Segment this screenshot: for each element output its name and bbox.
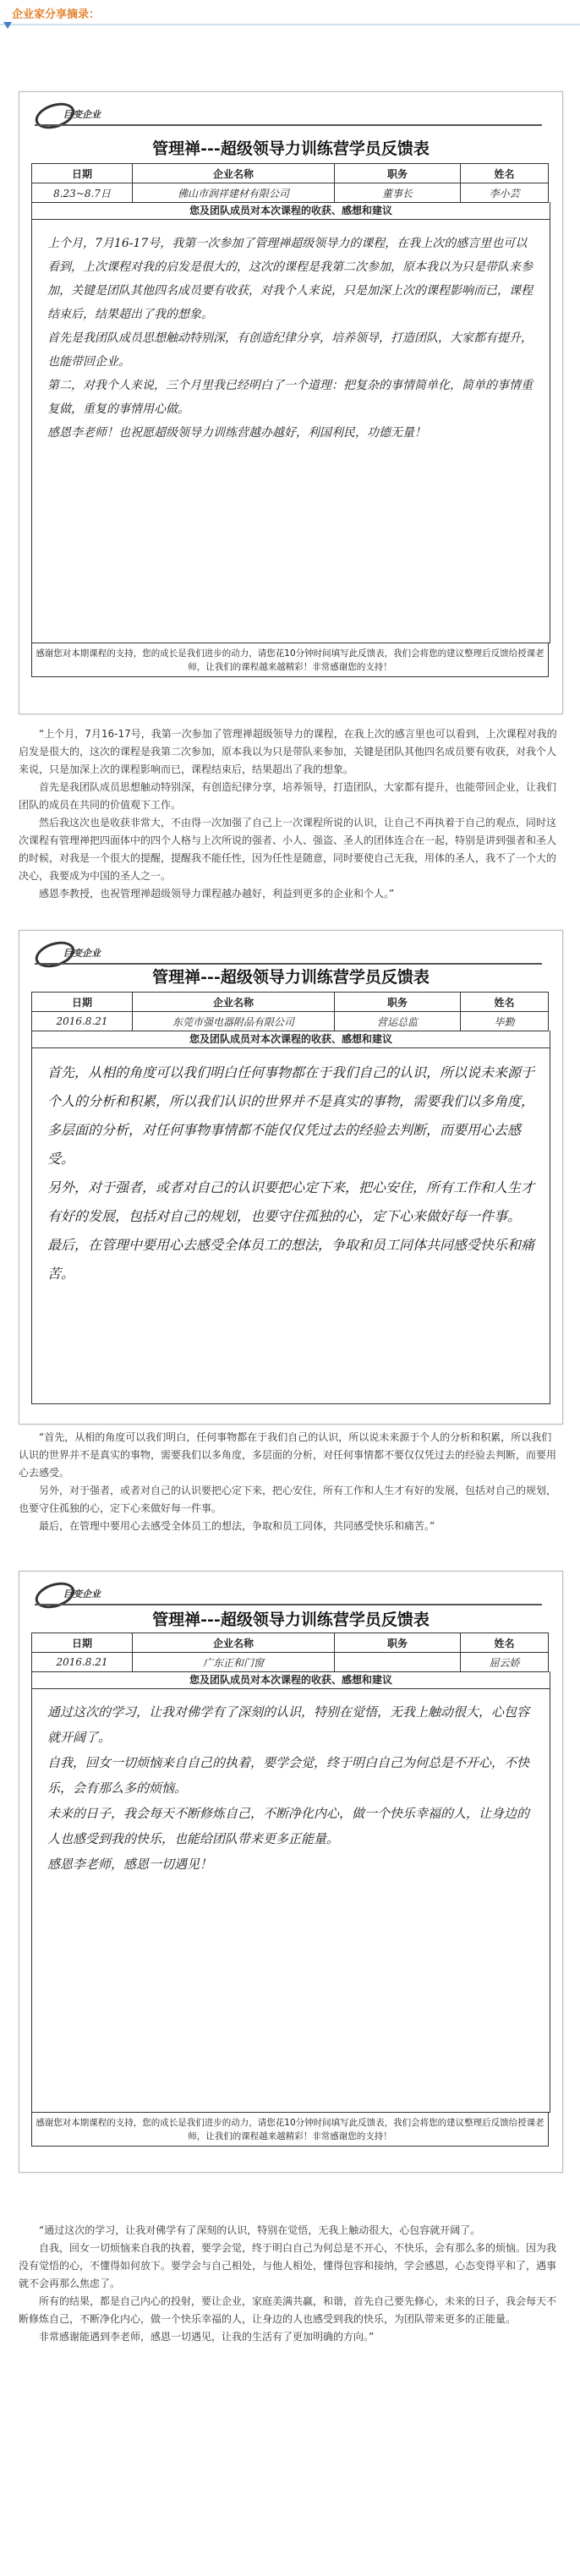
paragraph: 最后，在管理中要用心去感受全体员工的想法，争取和员工同体，共同感受快乐和痛苦。” [39, 1520, 435, 1532]
handwritten-text: 通过这次的学习，让我对佛学有了深刻的认识，特别在觉悟，无我上触动很大，心包容就开阔了。 自我，回女一切烦恼来自自己的执着，要学会觉，终于明白自己为何总是不开心，不快乐，会有那么多的烦恼。 未来的日子，我会每天不断修炼自己，不断净化内心，做一个快乐幸福的人，让身边的人也感受到我的快乐，也能给团队带来更多正能量。 感恩李老师，感恩一切遇见！ [47, 1704, 530, 1872]
paragraph: “上个月，7月16-17号，我第一次参加了管理禅超级领导力的课程，在我上次的感言里也可以看到，上次课程对我的启发是很大的，这次的课程是我第二次参加，原本我以为只是带队来参加，关键是团队其他四名成员要有收获，对我个人来说，只是加深上次的课程影响而已，课程结束后，结果超出了我的想象。 [19, 728, 557, 775]
feedback-form-1 [19, 91, 563, 714]
header-title: 企业家分享摘录： [12, 8, 101, 21]
testimonial-3 [19, 2222, 560, 2346]
col-company: 企业名称 [133, 1633, 335, 1653]
col-date: 日期 [32, 1633, 133, 1653]
name-value: 毕勤 [461, 1012, 549, 1031]
col-title: 职务 [335, 1633, 461, 1653]
testimonial-1 [19, 725, 560, 903]
handwritten-text: 首先，从相的角度可以我们明白任何事物都在于我们自己的认识，所以说未来源于个人的分析和积累，所以我们认识的世界并不是真实的事物，需要我们以多角度，多层面的分析，对任何事物事情都不能仅仅凭过去的经验去判断，而要用心去感受。 另外，对于强者，或者对自己的认识要把心定下来，把心安住，所有工作和人生才有好的发展，包括对自己的规划，也要守住孤独的心，定下心来做好每一件事。 最后，在管理中要用心去感受全体员工的想法，争取和员工同体共同感受快乐和痛苦。 [47, 1064, 535, 1282]
form-footnote: 感谢您对本期课程的支持，您的成长是我们进步的动力，请您花10分钟时间填写此反馈表，我们会将您的建议整理后反馈给授课老师，让我们的课程越来越精彩！非常感谢您的支持！ [31, 2113, 549, 2147]
col-date: 日期 [32, 164, 133, 183]
paragraph: 然后我这次也是收获非常大，不由得一次加强了自己上一次课程所说的认识，让自己不再执着于自己的观点，同时这次课程有管理禅把四面体中的四个人格与上次所说的强者、小人、强盗、圣人的团体连合在一起，特别是讲到强者和圣人的时候，对我是一个很大的提醒，提醒我不能任性，因为任性是随意，同时要使自己无我，用体的圣人，我不了一个大的决心，我要成为中国的圣人之一。 [19, 817, 557, 882]
col-title: 职务 [335, 993, 461, 1012]
feedback-form-2 [19, 930, 563, 1425]
paragraph: “通过这次的学习，让我对佛学有了深刻的认识，特别在觉悟，无我上触动很大，心包容就开阔了。 [39, 2224, 481, 2236]
handwriting-area [31, 220, 550, 643]
meta-table [31, 992, 549, 1031]
title-value [335, 1653, 461, 1672]
col-title: 职务 [335, 164, 461, 183]
company-value: 东莞市强电器附品有限公司 [133, 1012, 335, 1031]
header-divider [0, 24, 580, 25]
logo: 巨变企业 [35, 941, 119, 965]
title-value: 董事长 [335, 183, 461, 203]
date-value: 8.23~8.7日 [32, 183, 133, 203]
date-value: 2016.8.21 [32, 1653, 133, 1672]
date-value: 2016.8.21 [32, 1012, 133, 1031]
col-date: 日期 [32, 993, 133, 1012]
col-name: 姓名 [461, 164, 549, 183]
company-value: 佛山市润祥建材有限公司 [133, 183, 335, 203]
section-label: 您及团队成员对本次课程的收获、感想和建议 [31, 202, 550, 220]
col-name: 姓名 [461, 993, 549, 1012]
paragraph: 另外，对于强者，或者对自己的认识要把心定下来，把心安住，所有工作和人生才有好的发展，包括对自己的规划，也要守住孤独的心，定下心来做好每一件事。 [19, 1485, 557, 1514]
company-value: 广东正和门窗 [133, 1653, 335, 1672]
meta-table [31, 1633, 549, 1672]
handwriting-area [31, 1048, 550, 1404]
form-title: 管理禅---超级领导力训练营学员反馈表 [152, 139, 430, 158]
name-value: 李小芸 [461, 183, 549, 203]
page-header [0, 0, 580, 30]
meta-table [31, 163, 549, 203]
paragraph: 自我，回女一切烦恼来自我的执着，要学会觉，终于明白自己为何总是不开心，不快乐，会有那么多的烦恼。因为我没有觉悟的心，不懂得如何放下。要学会与自己相处，与他人相处，懂得包容和接纳，学会感恩，心态变得平和了，遇事就不会再那么焦虑了。 [19, 2242, 557, 2289]
name-value: 屈云娇 [461, 1653, 549, 1672]
title-value: 营运总监 [335, 1012, 461, 1031]
logo: 巨变企业 [35, 1582, 119, 1605]
col-company: 企业名称 [133, 164, 335, 183]
section-label: 您及团队成员对本次课程的收获、感想和建议 [31, 1671, 550, 1689]
col-name: 姓名 [461, 1633, 549, 1653]
form-title: 管理禅---超级领导力训练营学员反馈表 [152, 1611, 430, 1629]
logo: 巨变企业 [35, 102, 119, 126]
form-title: 管理禅---超级领导力训练营学员反馈表 [152, 968, 430, 987]
col-company: 企业名称 [133, 993, 335, 1012]
section-label: 您及团队成员对本次课程的收获、感想和建议 [31, 1031, 550, 1048]
form-footnote: 感谢您对本期课程的支持，您的成长是我们进步的动力，请您花10分钟时间填写此反馈表，我们会将您的建议整理后反馈给授课老师，让我们的课程越来越精彩！非常感谢您的支持！ [31, 643, 549, 677]
down-arrow-icon [3, 22, 12, 29]
handwriting-area [31, 1689, 550, 2113]
feedback-form-3 [19, 1571, 563, 2173]
handwritten-text: 上个月，7月16-17号，我第一次参加了管理禅超级领导力的课程，在我上次的感言里也可以看到，上次课程对我的启发是很大的，这次的课程是我第二次参加，原本我以为只是带队来参加，关键是团队其他四名成员要有收获，对我个人来说，只是加深上次的课程影响而已，课程结束后，结果超出了我的想象。 首先是我团队成员思想触动特别深，有创造纪律分享，培养领导，打造团队，大家都有提升，也能带回企业。 第二，对我个人来说，三个月里我已经明白了一个道理：把复杂的事情简单化，简单的事情重复做，重复的事情用心做。 感恩李老师！也祝愿超级领导力训练营越办越好，利国利民，功德无量！ [47, 237, 533, 440]
paragraph: 所有的结果，都是自己内心的投射，要让企业，家庭美满共赢，和谐，首先自己要先修心，未来的日子，我会每天不断修炼自己，不断净化内心，做一个快乐幸福的人，让身边的人也感受到我的快乐，为团队带来更多的正能量。 [19, 2295, 557, 2325]
paragraph: 感恩李教授，也祝管理禅超级领导力课程越办越好，利益到更多的企业和个人。” [39, 888, 395, 900]
testimonial-2 [19, 1429, 560, 1535]
paragraph: 首先是我团队成员思想触动特别深，有创造纪律分享，培养领导，打造团队，大家都有提升，也能带回企业，让我们团队的成员在共同的价值观下工作。 [19, 781, 557, 811]
paragraph: 非常感谢能遇到李老师，感恩一切遇见，让我的生活有了更加明确的方向。” [39, 2331, 375, 2343]
paragraph: “首先，从相的角度可以我们明白，任何事物都在于我们自己的认识，所以说未来源于个人的分析和积累，所以我们认识的世界并不是真实的事物，需要我们以多角度，多层面的分析，对任何事情都不要仅仅凭过去的经验去判断，而要用心去感受。 [19, 1431, 557, 1479]
